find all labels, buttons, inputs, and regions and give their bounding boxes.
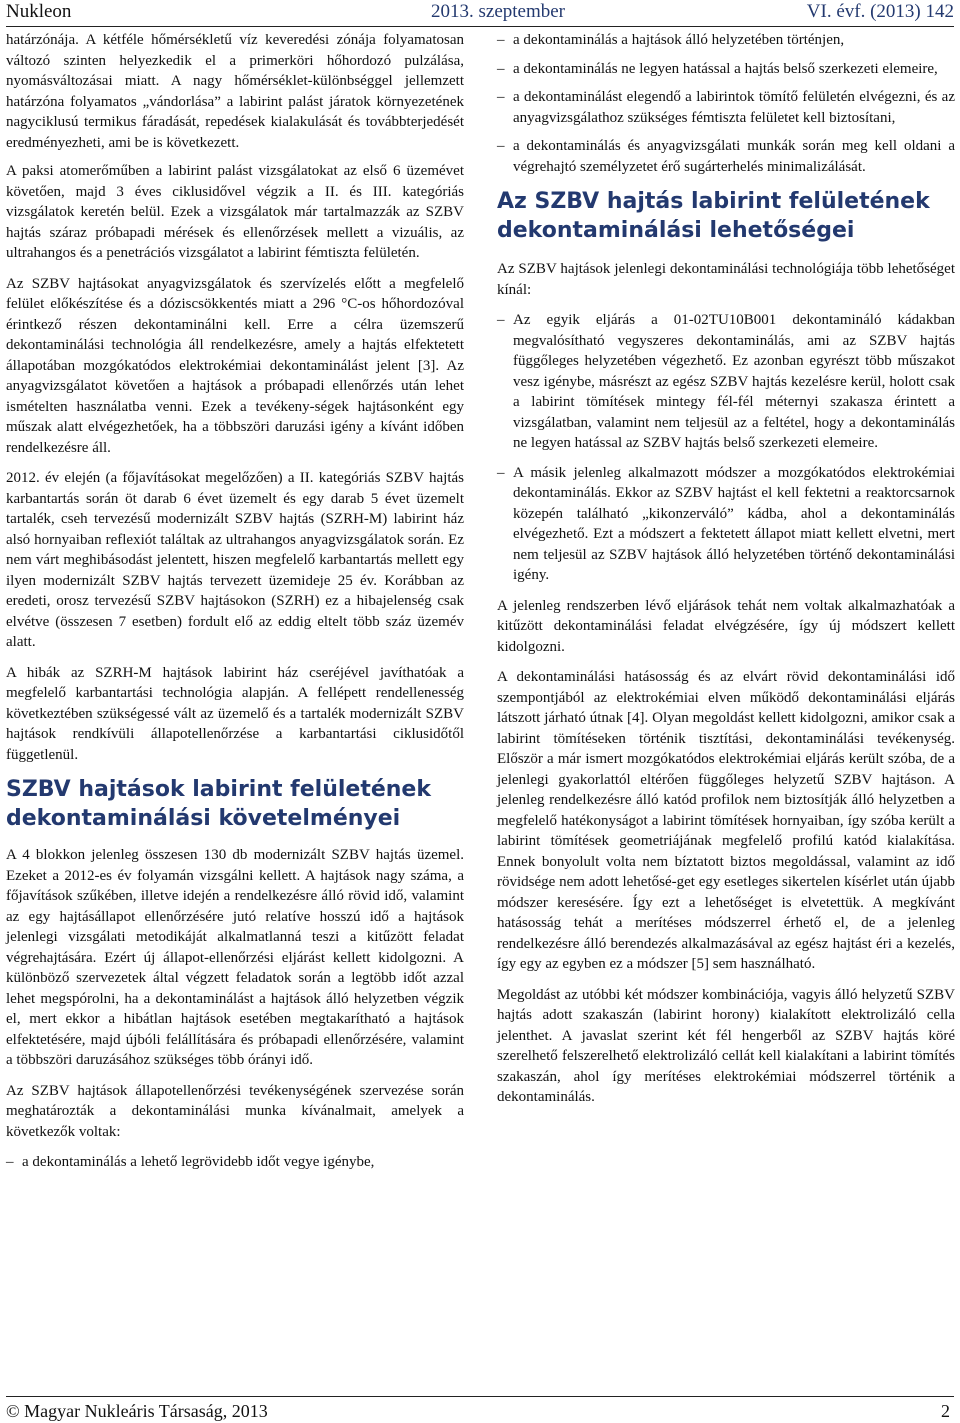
dash-bullet: – [497, 60, 505, 77]
paragraph: 2012. év elején (a főjavításokat megelőzően) a II. kategóriás SZBV hajtás karbantartás során öt darab 6 évet üzemelt és egy darab 5 évet üzemelt tartalék, cseh tervezésű modernizált SZBV hajtás (SZRH-M) labirint ház alsó hornyaiban reflexiót találtak az ultrahangos anyagvizsgálatok során. Ez nem várt meghibásodást jelentett, hiszen megfelelő karbantartás mellett egy ilyen modernizált SZBV hajtás tervezett üzemideje 25 év. Korábban az eredeti, orosz tervezésű SZBV hajtásokon (SZRH) ez a hibajelenség csak elvétve (összesen 7 esetben) fordult elő az eddig eltelt több száz üzemév alatt. [6, 470, 464, 650]
methods-list [497, 310, 955, 586]
dash-bullet: – [497, 138, 505, 154]
paragraph: Megoldást az utóbbi két módszer kombinációja, vagyis álló helyzetű SZBV hajtás adott szakaszán (labirint horony) kialakított elektrolizáló cella jelenthet. A javaslat szerint két fél hengerből az SZBV hajtás köré szerelhető felszerelhető elektrolizáló cellát kell kialakítani a labirint tömítés szakaszán, ahol így merítéses elektrokémiai módszerrel történik a dekontaminálás. [497, 986, 955, 1105]
left-column [6, 30, 464, 1183]
list-item [497, 59, 955, 80]
dash-bullet: – [497, 464, 505, 481]
paragraph: A jelenleg rendszerben lévő eljárások tehát nem voltak alkalmazhatóak a kitűzött dekontaminálási feladat elvégzésére, így új módszert kellett kidolgozni. [497, 597, 955, 655]
right-column [497, 30, 955, 1118]
volume-info: VI. évf. (2013) 142 [806, 1, 954, 22]
page-number: 2 [941, 1401, 950, 1421]
issue-date: 2013. szeptember [431, 1, 566, 22]
list-item [6, 1152, 464, 1173]
page-footer [6, 1396, 954, 1423]
dash-bullet: – [497, 89, 505, 105]
list-item-text: A másik jelenleg alkalmazott módszer a mozgókatódos elektrokémiai dekontaminálás. Ekkor az SZBV hajtást el kell fektetni a reaktorcsarnok közepén található „kikonzerváló” kádba, ahol a dekontaminálás elvégezhető. Ezt a módszert a fektetett állapot miatt kellett elvetni, mert nem teljesül az SZBV hajtások álló helyzetében történő dekontaminálási igény. [513, 464, 955, 583]
page-header [6, 0, 954, 27]
paragraph: határzónája. A kétféle hőmérsékletű víz keveredési zónája folyamatosan változó szinten helyezkedik el a primerköri hőhordozó pulzálása, nyomásváltozásai miatt. A nagy hőmérséklet-különbséggel jellemzett határzóna folyamatos „vándorlása” a labirint palást járatok környezetének nagyciklusú termikus fáradását, repedések kialakulását és továbbterjedését eredményezheti, ami be is következett. [6, 32, 464, 151]
section-heading: Az SZBV hajtás labirint felületének dekontaminálási lehetőségei [497, 189, 930, 243]
dash-bullet: – [6, 1154, 14, 1170]
list-item [497, 136, 955, 177]
paragraph: A hibák az SZRH-M hajtások labirint ház cseréjével javíthatóak a megfelelő karbantartási technológia alapján. A fellépett rendellenesség következtében szükségessé vált az üzemelő és a tartalék modernizált SZBV hajtások rendkívüli állapotellenőrzése a karbantartási ciklusidőtől függetlenül. [6, 664, 464, 763]
paragraph: A paksi atomerőműben a labirint palást vizsgálatokat az első 6 üzemévet követően, majd 3 éves ciklusidővel végzik a II. és III. kategóriás vizsgálatok keretén belül. Ezek a vizsgálatok már tartalmazzák az SZBV hajtás száraz próbapadi mérések és ellenőrzések mellett a vizuális, az ultrahangos és a penetrációs vizsgálatot a labirint fémtiszta felületén. [6, 163, 464, 261]
paragraph: A dekontaminálási hatásosság és az elvárt rövid dekontaminálási idő szempontjából az elektrokémiai elven működő dekontaminálási eljárás látszott járható útnak [4]. Olyan megoldást kellett kidolgozni, amikor csak a labirint tömítéseken történik tisztítási, dekontaminálási tevékenység. Először a már ismert mozgókatódos elektrokémiai eljárás került szóba, de a jelenlegi gyakorlattól eltérően függőleges helyzetű SZBV hajtáson. A jelenleg rendelkezésre álló katód profilok nem biztosítják álló helyzetben a megfelelő hatékonyságot a labirint tömítések hornyaiban, így szóba került a labirint tömítések geometriájának megfelelő profilú katód kialakítása. Ennek bonyolult volta nem bíztatott biztos megoldással, valamint az idő rövidsége nem adott lehetősé-get egy esetleges sikertelen kísérlet után újabb módszer keresésére. Így ezt a lehetőséget is elvetettük. A megkívánt hatásosság tehát a merítéses módszerrel érhető el, de a jelenleg rendelkezésre álló berendezés alkalmazásával az egész hajtást éri a kezelés, így egy az egyben ez a módszer [5] sem használható. [497, 669, 955, 972]
paragraph: Az SZBV hajtásokat anyagvizsgálatok és szervízelés előtt a megfelelő felület előkészítése és a dóziscsökkentés miatt a 296 °C-os hőhordozóval érintkező részen dekontaminálni kell. Erre a célra üzemszerű dekontaminálási technológia áll rendelkezésre, amely a hajtás elfektetett állapotában mozgókatódos elektrokémiai dekontaminálást jelent [3]. Az anyagvizsgálatot követően a hajtások a próbapadi ellenőrzés után lehet ismételten használatba venni. Ezek a tevékeny-ségek hajtásonként egy műszak alatt elvégezhetőek, ha a többszöri daruzási igény a kívánt időben rendelkezésre áll. [6, 275, 464, 456]
list-item [497, 310, 955, 454]
paragraph: Az SZBV hajtások állapotellenőrzési tevékenységének szervezése során meghatározták a dekontaminálási munka kívánalmait, amelyek a következők voltak: [6, 1082, 464, 1140]
list-item-text: a dekontaminálás a lehető legrövidebb időt vegye igénybe, [22, 1154, 375, 1170]
requirements-list [6, 1152, 464, 1173]
list-item [497, 30, 955, 51]
requirements-list-continued [497, 30, 955, 177]
list-item-text: a dekontaminálás a hajtások álló helyzetében történjen, [513, 32, 845, 48]
paragraph: A 4 blokkon jelenleg összesen 130 db modernizált SZBV hajtás üzemel. Ezeket a 2012-es év folyamán vizsgálni kellett. A hajtások nagy száma, a főjavítások szűkében, illetve idején a rendelkezésre álló rövid idő, valamint az egy hajtásállapot ellenőrzésére jutó relatíve hosszú idő a hajtások jelenlegi vizsgálati metodikáját alkalmatlanná teszi a kitűzött feladat végrehajtására. Ezért új állapot-ellenőrzési eljárást kellett kidolgozni. A különböző szervezetek által végzett feladatok során a legtöbb időt azzal lehet megspórolni, ha a dekontaminálást a hajtások álló helyzetben végzik el, mert ekkor a hibátlan hajtások esetében megtakarítható a hajtások elfektetésére, majd újbóli felállítására és próbapadi ellenőrzésére, valamint a többszöri daruzásához szükséges több órányi idő. [6, 847, 464, 1068]
copyright-text: © Magyar Nukleáris Társaság, 2013 [6, 1401, 268, 1421]
dash-bullet: – [497, 32, 505, 48]
list-item-text: a dekontaminálás és anyagvizsgálati munkák során meg kell oldani a végrehajtó személyzetet érő sugárterhelés minimalizálását. [513, 138, 955, 175]
list-item [497, 463, 955, 586]
section-heading: SZBV hajtások labirint felületének dekontaminálási követelményei [6, 777, 431, 831]
list-item-text: a dekontaminálást elegendő a labirintok tömítő felületén elvégezni, és az anyagvizsgálathoz szükséges fémtiszta felületet kell biztosítani, [513, 89, 955, 126]
list-item [497, 87, 955, 128]
list-item-text: a dekontaminálás ne legyen hatással a hajtás belső szerkezeti elemeire, [513, 60, 938, 77]
paragraph: Az SZBV hajtások jelenlegi dekontaminálási technológiája több lehetőséget kínál: [497, 261, 955, 298]
journal-name: Nukleon [6, 1, 72, 22]
dash-bullet: – [497, 312, 505, 328]
list-item-text: Az egyik eljárás a 01-02TU10B001 dekontamináló kádakban megvalósítható vegyszeres dekontaminálás, ami az SZBV hajtás függőleges helyzetében végezhető. Ez azonban egyrészt több műszakot vesz igénybe, másrészt az egész SZBV hajtás kezelésre kerül, holott csak a labirint tömítések mintegy fél-fél méternyi szakasza érintett a vizsgálatban, valamint nem teljesül az a feltétel, hogy a dekontaminálás ne legyen hatással az SZBV hajtás belső szerkezeti elemeire. [513, 312, 955, 451]
